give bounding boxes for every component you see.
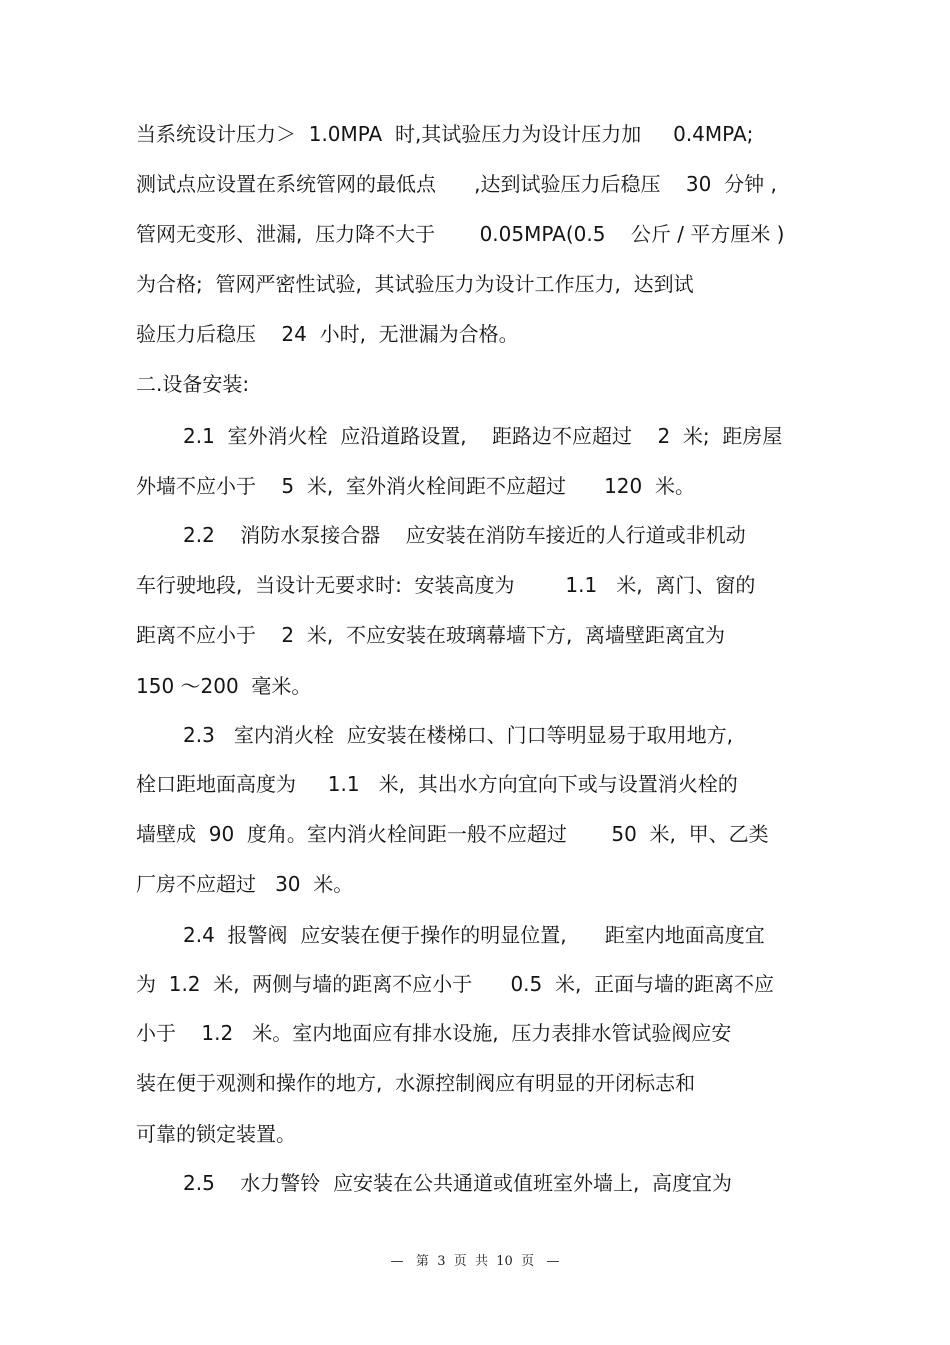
text-line: 厂房不应超过 30 米。 [136, 872, 354, 896]
text-line: 车行驶地段, 当设计无要求时: 安装高度为 1.1 米, 离门、窗的 [136, 573, 756, 597]
text-line: 可靠的锁定装置。 [136, 1122, 296, 1146]
text-line: 外墙不应小于 5 米, 室外消火栓间距不应超过 120 米。 [136, 474, 695, 498]
text-line: 2.3 室内消火栓 应安装在楼梯口、门口等明显易于取用地方, [183, 723, 733, 747]
text-line: 小于 1.2 米。室内地面应有排水设施, 压力表排水管试验阀应安 [136, 1021, 732, 1045]
text-line: 栓口距地面高度为 1.1 米, 其出水方向宜向下或与设置消火栓的 [136, 772, 738, 796]
page-number-footer: — 第 3 页 共 10 页 — [390, 1254, 560, 1269]
text-line: 2.5 水力警铃 应安装在公共通道或值班室外墙上, 高度宜为 [183, 1171, 733, 1195]
text-line: 验压力后稳压 24 小时, 无泄漏为合格。 [136, 322, 519, 346]
text-line: 2.2 消防水泵接合器 应安装在消防车接近的人行道或非机动 [183, 523, 746, 547]
text-line: 管网无变形、泄漏, 压力降不大于 0.05MPA(0.5 公斤 / 平方厘米 ) [136, 222, 785, 246]
text-line: 为 1.2 米, 两侧与墙的距离不应小于 0.5 米, 正面与墙的距离不应 [136, 972, 775, 996]
text-line: 2.4 报警阀 应安装在便于操作的明显位置, 距室内地面高度宜 [183, 923, 765, 947]
text-line: 为合格; 管网严密性试验, 其试验压力为设计工作压力, 达到试 [136, 272, 694, 296]
text-line: 装在便于观测和操作的地方, 水源控制阀应有明显的开闭标志和 [136, 1071, 696, 1095]
text-line: 150 ～200 毫米。 [136, 674, 312, 698]
section-heading: 二.设备安装: [136, 372, 250, 396]
text-line: 测试点应设置在系统管网的最低点 ,达到试验压力后稳压 30 分钟 , [136, 172, 777, 196]
text-line: 当系统设计压力＞ 1.0MPA 时,其试验压力为设计压力加 0.4MPA; [136, 122, 754, 146]
text-line: 墙壁成 90 度角。室内消火栓间距一般不应超过 50 米, 甲、乙类 [136, 822, 769, 846]
text-line: 2.1 室外消火栓 应沿道路设置, 距路边不应超过 2 米; 距房屋 [183, 424, 783, 448]
text-line: 距离不应小于 2 米, 不应安装在玻璃幕墙下方, 离墙壁距离宜为 [136, 623, 726, 647]
